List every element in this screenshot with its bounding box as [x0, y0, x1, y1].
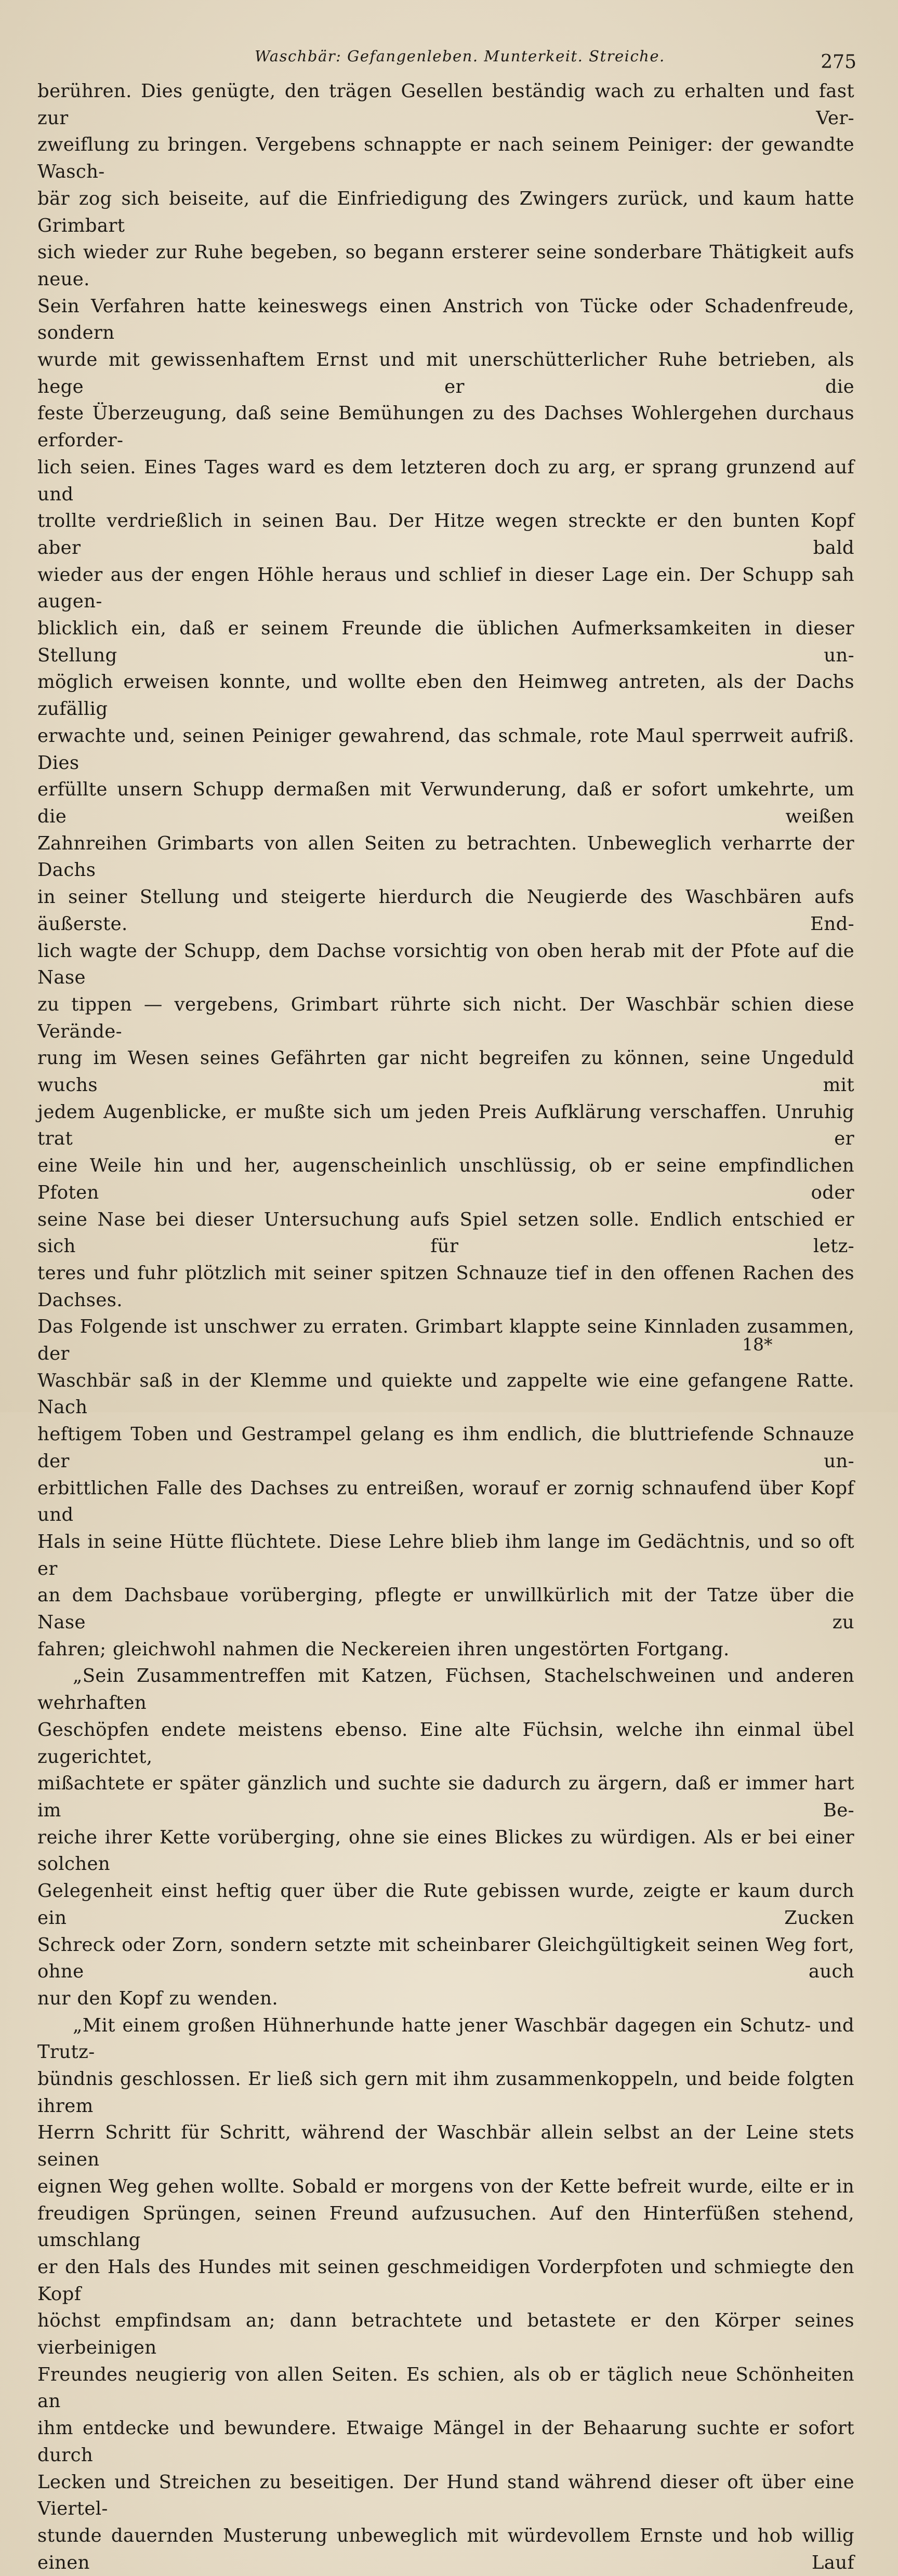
text-line: teres und fuhr plötzlich mit seiner spitzen Schnauze tief in den offenen Rachen des Dachses.: [37, 1262, 854, 1311]
text-line: ihm entdecke und bewundere. Etwaige Mängel in der Behaarung suchte er sofort durch: [37, 2418, 854, 2466]
text-line: an dem Dachsbaue vorüberging, pflegte er unwillkürlich mit der Tatze über die Nase zu: [37, 1585, 854, 1634]
text-line: lich seien. Eines Tages ward es dem letzteren doch zu arg, er sprang grunzend auf und: [37, 456, 854, 505]
text-line: blicklich ein, daß er seinem Freunde die üblichen Aufmerksamkeiten in dieser Stellung un-: [37, 618, 854, 666]
text-line: zweiflung zu bringen. Vergebens schnappte er nach seinem Peiniger: der gewandte Wasch-: [37, 134, 854, 183]
paragraph-3: [37, 2012, 854, 2576]
text-line: fahren; gleichwohl nahmen die Neckereien ihren ungestörten Fortgang.: [37, 1638, 730, 1660]
text-line: stunde dauernden Musterung unbeweglich mit würdevollem Ernste und hob willig einen Lauf: [37, 2525, 854, 2573]
text-line: erfüllte unsern Schupp dermaßen mit Verwunderung, daß er sofort umkehrte, um die weißen: [37, 779, 854, 827]
text-line: Zahnreihen Grimbarts von allen Seiten zu betrachten. Unbeweglich verharrte der Dachs: [37, 832, 854, 881]
text-line: erbittlichen Falle des Dachses zu entreißen, worauf er zornig schnaufend über Kopf und: [37, 1477, 854, 1526]
text-line: Das Folgende ist unschwer zu erraten. Grimbart klappte seine Kinnladen zusammen, der: [37, 1316, 854, 1365]
text-line: freudigen Sprüngen, seinen Freund aufzusuchen. Auf den Hinterfüßen stehend, umschlang: [37, 2202, 854, 2251]
text-line: Hals in seine Hütte flüchtete. Diese Lehre blieb ihm lange im Gedächtnis, und so oft er: [37, 1531, 854, 1579]
text-line: seine Nase bei dieser Untersuchung aufs Spiel setzen solle. Endlich entschied er sich für letz-: [37, 1209, 854, 1257]
text-line: eignen Weg gehen wollte. Sobald er morgens von der Kette befreit wurde, eilte er in: [37, 2175, 854, 2197]
text-line: bündnis geschlossen. Er ließ sich gern mit ihm zusammenkoppeln, und beide folgten ihrem: [37, 2068, 854, 2117]
text-line: Gelegenheit einst heftig quer über die Rute gebissen wurde, zeigte er kaum durch ein Zucken: [37, 1880, 854, 1929]
text-line: höchst empfindsam an; dann betrachtete und betastete er den Körper seines vierbeinigen: [37, 2310, 854, 2359]
text-line: Geschöpfen endete meistens ebenso. Eine alte Füchsin, welche ihn einmal übel zugerichtet,: [37, 1719, 854, 1768]
text-line: berühren. Dies genügte, den trägen Gesellen beständig wach zu erhalten und fast zur Ver-: [37, 81, 854, 129]
text-line: Herrn Schritt für Schritt, während der Waschbär allein selbst an der Leine stets seinen: [37, 2122, 854, 2171]
signature-mark: 18*: [742, 1334, 773, 1355]
text-line: rung im Wesen seines Gefährten gar nicht begreifen zu können, seine Ungeduld wuchs mit: [37, 1047, 854, 1096]
text-line: zu tippen — vergebens, Grimbart rührte sich nicht. Der Waschbär schien diese Verände-: [37, 993, 854, 1042]
text-line: mißachtete er später gänzlich und suchte sie dadurch zu ärgern, daß er immer hart im Be-: [37, 1773, 854, 1821]
text-line: Schreck oder Zorn, sondern setzte mit scheinbarer Gleichgültigkeit seinen Weg fort, ohne auch: [37, 1934, 854, 1983]
text-line: „Mit einem großen Hühnerhunde hatte jener Waschbär dagegen ein Schutz- und Trutz-: [37, 2014, 854, 2063]
text-line: bär zog sich beiseite, auf die Einfriedigung des Zwingers zurück, und kaum hatte Grimbart: [37, 188, 854, 236]
text-line: sich wieder zur Ruhe begeben, so begann ersterer seine sonderbare Thätigkeit aufs neue.: [37, 242, 854, 290]
text-line: erwachte und, seinen Peiniger gewahrend, das schmale, rote Maul sperrweit aufriß. Dies: [37, 725, 854, 774]
text-line: nur den Kopf zu wenden.: [37, 1987, 278, 2009]
text-line: wieder aus der engen Höhle heraus und schlief in dieser Lage ein. Der Schupp sah augen-: [37, 564, 854, 613]
paragraph-1: [37, 78, 854, 1663]
text-line: Lecken und Streichen zu beseitigen. Der Hund stand während dieser oft über eine Viertel-: [37, 2471, 854, 2520]
text-line: lich wagte der Schupp, dem Dachse vorsichtig von oben herab mit der Pfote auf die Nase: [37, 940, 854, 989]
text-line: Waschbär saß in der Klemme und quiekte und zappelte wie eine gefangene Ratte. Nach: [37, 1370, 854, 1418]
text-line: feste Überzeugung, daß seine Bemühungen zu des Dachses Wohlergehen durchaus erforder-: [37, 403, 854, 452]
page-header: [0, 41, 898, 72]
text-line: in seiner Stellung und steigerte hierdurch die Neugierde des Waschbären aufs äußerste. End-: [37, 886, 854, 935]
running-head: Waschbär: Gefangenleben. Munterkeit. Streiche.: [255, 47, 665, 65]
text-line: Freundes neugierig von allen Seiten. Es schien, als ob er täglich neue Schönheiten an: [37, 2363, 854, 2412]
text-line: Sein Verfahren hatte keineswegs einen Anstrich von Tücke oder Schadenfreude, sondern: [37, 295, 854, 344]
text-line: „Sein Zusammentreffen mit Katzen, Füchsen, Stachelschweinen und anderen wehrhaften: [37, 1665, 854, 1714]
text-line: eine Weile hin und her, augenscheinlich unschlüssig, ob er seine empfindlichen Pfoten oder: [37, 1155, 854, 1203]
text-line: reiche ihrer Kette vorüberging, ohne sie eines Blickes zu würdigen. Als er bei einer solchen: [37, 1826, 854, 1875]
page-number: 275: [821, 51, 856, 73]
text-line: er den Hals des Hundes mit seinen geschmeidigen Vorderpfoten und schmiegte den Kopf: [37, 2256, 854, 2305]
text-line: heftigem Toben und Gestrampel gelang es ihm endlich, die bluttriefende Schnauze der un-: [37, 1424, 854, 1472]
text-line: wurde mit gewissenhaftem Ernst und mit unerschütterlicher Ruhe betrieben, als hege er die: [37, 349, 854, 397]
body-text: [37, 78, 854, 2576]
text-line: trollte verdrießlich in seinen Bau. Der Hitze wegen streckte er den bunten Kopf aber bald: [37, 510, 854, 559]
text-line: jedem Augenblicke, er mußte sich um jeden Preis Aufklärung verschaffen. Unruhig trat er: [37, 1101, 854, 1150]
text-line: möglich erweisen konnte, und wollte eben den Heimweg antreten, als der Dachs zufällig: [37, 671, 854, 720]
paragraph-2: [37, 1663, 854, 2012]
